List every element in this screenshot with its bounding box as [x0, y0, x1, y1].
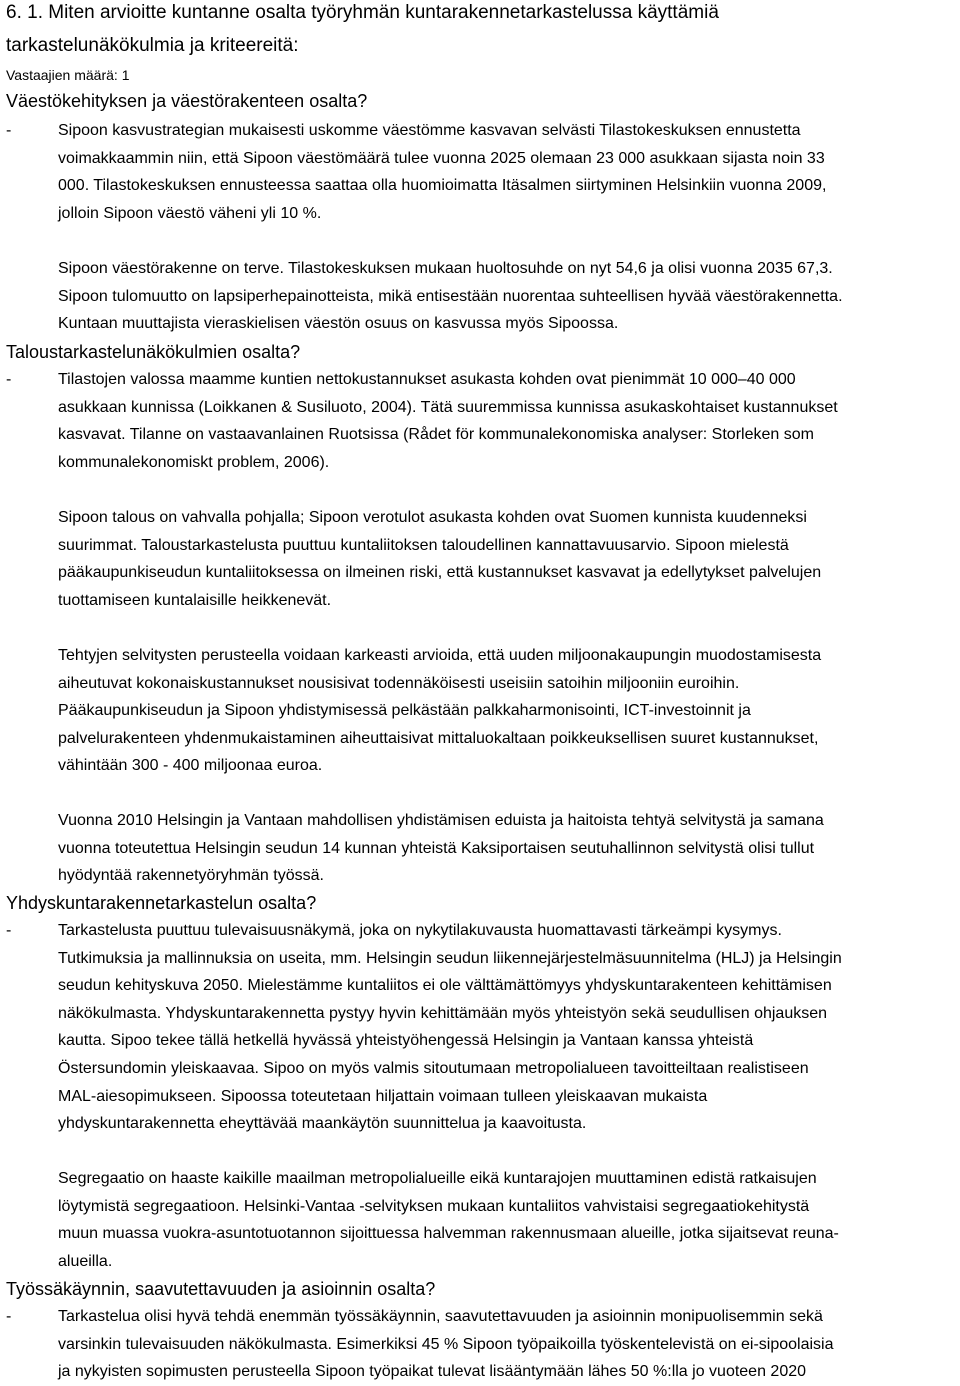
text-line: löytymistä segregaatioon. Helsinki-Vantaa -selvityksen mukaan kuntaliitos vahvistaisi segregaatiokehitystä	[58, 1197, 810, 1215]
text-line: Tutkimuksia ja mallinnuksia on useita, mm. Helsingin seudun liikennejärjestelmäsuunnitelma (HLJ) ja Helsingin	[58, 949, 842, 967]
text-line: suurimmat. Taloustarkastelusta puuttuu kuntaliitoksen taloudellinen kannattavuusarvio. Sipoon mielestä	[58, 536, 789, 554]
paragraph-population-structure	[58, 255, 958, 338]
paragraph-economy-costs	[58, 366, 958, 476]
paragraph-population-growth	[58, 117, 958, 227]
paragraph-economy-merger-costs	[58, 642, 958, 780]
text-line: tuottamiseen kuntalaisille heikkenevät.	[58, 591, 332, 609]
bullet-dash: -	[6, 922, 12, 939]
paragraph-economy-finances	[58, 504, 958, 614]
section-heading-commuting: Työssäkäynnin, saavutettavuuden ja asioinnin osalta?	[6, 1279, 436, 1299]
text-line: Sipoon väestörakenne on terve. Tilastokeskuksen mukaan huoltosuhde on nyt 54,6 ja olisi vuonna 2035 67,3.	[58, 260, 833, 277]
text-line: Östersundomin yleiskaavaa. Sipoo on myös valmis sitoutumaan metropolialueen tavoitteiltaan realistiseen	[58, 1059, 809, 1077]
bullet-dash: -	[6, 122, 12, 139]
text-line: pääkaupunkiseudun kuntaliitoksessa on ilmeinen riski, että kustannukset kasvavat ja edellytykset palvelujen	[58, 564, 822, 582]
question-title-line-1: 6. 1. Miten arvioitte kuntanne osalta työryhmän kuntarakennetarkastelussa käyttämiä	[6, 2, 719, 23]
text-line: Tehtyjen selvitysten perusteella voidaan karkeasti arvioida, että uuden miljoonakaupungin muodostamisesta	[58, 647, 822, 664]
text-line: kasvavat. Tilanne on vastaavanlainen Ruotsissa (Rådet för kommunalekonomiska analyser: Storleken som	[58, 426, 814, 444]
text-line: kautta. Sipoo tekee tällä hetkellä hyvässä yhteistyöhengessä Helsingin ja Vantaan kanssa yhteistä	[58, 1032, 754, 1050]
text-line: Sipoon talous on vahvalla pohjalla; Sipoon verotulot asukasta kohden ovat Suomen kunnista kuudenneksi	[58, 509, 807, 526]
text-line: kommunalekonomiskt problem, 2006).	[58, 453, 330, 471]
text-line: Kuntaan muuttajista vieraskielisen väestön osuus on kasvussa myös Sipoossa.	[58, 315, 619, 333]
section-heading-community-structure: Yhdyskuntarakennetarkastelun osalta?	[6, 893, 317, 913]
text-line: ja nykyisten sopimusten perusteella Sipoon työpaikat tulevat lisääntymään lähes 50 %:lla jo vuoteen 2020	[58, 1363, 807, 1381]
text-line: Tarkastelua olisi hyvä tehdä enemmän työssäkäynnin, saavutettavuuden ja asioinnin monipuolisemmin sekä	[58, 1308, 823, 1325]
text-line: Tilastojen valossa maamme kuntien nettokustannukset asukasta kohden ovat pienimmät 10 000–40 000	[58, 371, 796, 388]
text-line: voimakkaammin niin, että Sipoon väestömäärä tulee vuonna 2025 olemaan 23 000 asukkaan sijasta noin 33	[58, 149, 825, 167]
text-line: vuonna toteutettua Helsingin seudun 14 kunnan yhteistä Kaksiportaisen seutuhallinnon selvitystä olisi tullut	[58, 839, 815, 857]
text-line: Tarkastelusta puuttuu tulevaisuusnäkymä, joka on nykytilakuvausta huomattavasti tärkeämpi kysymys.	[58, 922, 782, 939]
text-line: palvelurakenteen yhdenmukaistaminen aiheuttaisivat mittaluokaltaan poikkeuksellisen suuret kustannukset,	[58, 729, 819, 747]
text-line: varsinkin tulevaisuuden näkökulmasta. Esimerkiksi 45 % Sipoon työpaikoilla työskentelevistä on ei-sipoolaisia	[58, 1335, 834, 1353]
text-line: alueilla.	[58, 1252, 113, 1270]
text-line: asukkaan kunnissa (Loikkanen & Susiluoto, 2004). Tätä suuremmissa kunnissa asukaskohtaiset kustannukset	[58, 398, 838, 416]
question-title-line-2: tarkastelunäkökulmia ja kriteereitä:	[6, 35, 299, 56]
respondent-count: Vastaajien määrä: 1	[6, 67, 130, 83]
text-line: 000. Tilastokeskuksen ennusteessa saattaa olla huomioimatta Itäsalmen siirtyminen Helsinkiin vuonna 2009,	[58, 177, 827, 195]
text-line: yhdyskuntarakennetta eheyttävää maankäytön suunnittelua ja kaavoitusta.	[58, 1115, 587, 1133]
paragraph-community-future	[58, 917, 958, 1138]
text-line: hyödyntää rakennetyöryhmän työssä.	[58, 867, 324, 885]
text-line: MAL-aiesopimukseen. Sipoossa toteutetaan hiljattain voimaan tulleen yleiskaavan mukaista	[58, 1087, 708, 1105]
text-line: Vuonna 2010 Helsingin ja Vantaan mahdollisen yhdistämisen eduista ja haitoista tehtyä selvitystä ja samana	[58, 812, 824, 829]
paragraph-economy-studies	[58, 807, 958, 890]
section-heading-economy: Taloustarkastelunäkökulmien osalta?	[6, 342, 301, 362]
paragraph-commuting	[58, 1303, 958, 1386]
section-heading-population: Väestökehityksen ja väestörakenteen osalta?	[6, 91, 368, 111]
text-line: muun muassa vuokra-asuntotuotannon sijoittuessa halvemman rakennusmaan alueille, jotka sijaitsevat reuna-	[58, 1225, 839, 1243]
text-line: Pääkaupunkiseudun ja Sipoon yhdistymisessä pelkästään palkkaharmonisointi, ICT-investoinnit ja	[58, 702, 751, 720]
text-line: aiheutuvat kokonaiskustannukset nousisivat todennäköisesti useisiin satoihin miljooniin euroihin.	[58, 674, 740, 692]
paragraph-community-segregation	[58, 1165, 958, 1275]
text-line: jolloin Sipoon väestö väheni yli 10 %.	[58, 204, 322, 222]
text-line: Sipoon tulomuutto on lapsiperhepainotteista, mikä entisestään nuorentaa suhteellisen hyvää väestörakennetta.	[58, 287, 843, 305]
text-line: seudun kehityskuva 2050. Mielestämme kuntaliitos ei ole välttämättömyys yhdyskuntarakenteen kehittämisen	[58, 977, 832, 995]
text-line: Sipoon kasvustrategian mukaisesti uskomme väestömme kasvavan selvästi Tilastokeskuksen ennustetta	[58, 122, 801, 139]
bullet-dash: -	[6, 1308, 12, 1325]
text-line: Segregaatio on haaste kaikille maailman metropolialueille eikä kuntarajojen muuttaminen edistä ratkaisujen	[58, 1170, 817, 1187]
text-line: vähintään 300 - 400 miljoonaa euroa.	[58, 757, 323, 775]
bullet-dash: -	[6, 371, 12, 388]
text-line: näkökulmasta. Yhdyskuntarakennetta pystyy hyvin kehittämään myös yhteistyön sekä seudullisen ohjauksen	[58, 1004, 828, 1022]
